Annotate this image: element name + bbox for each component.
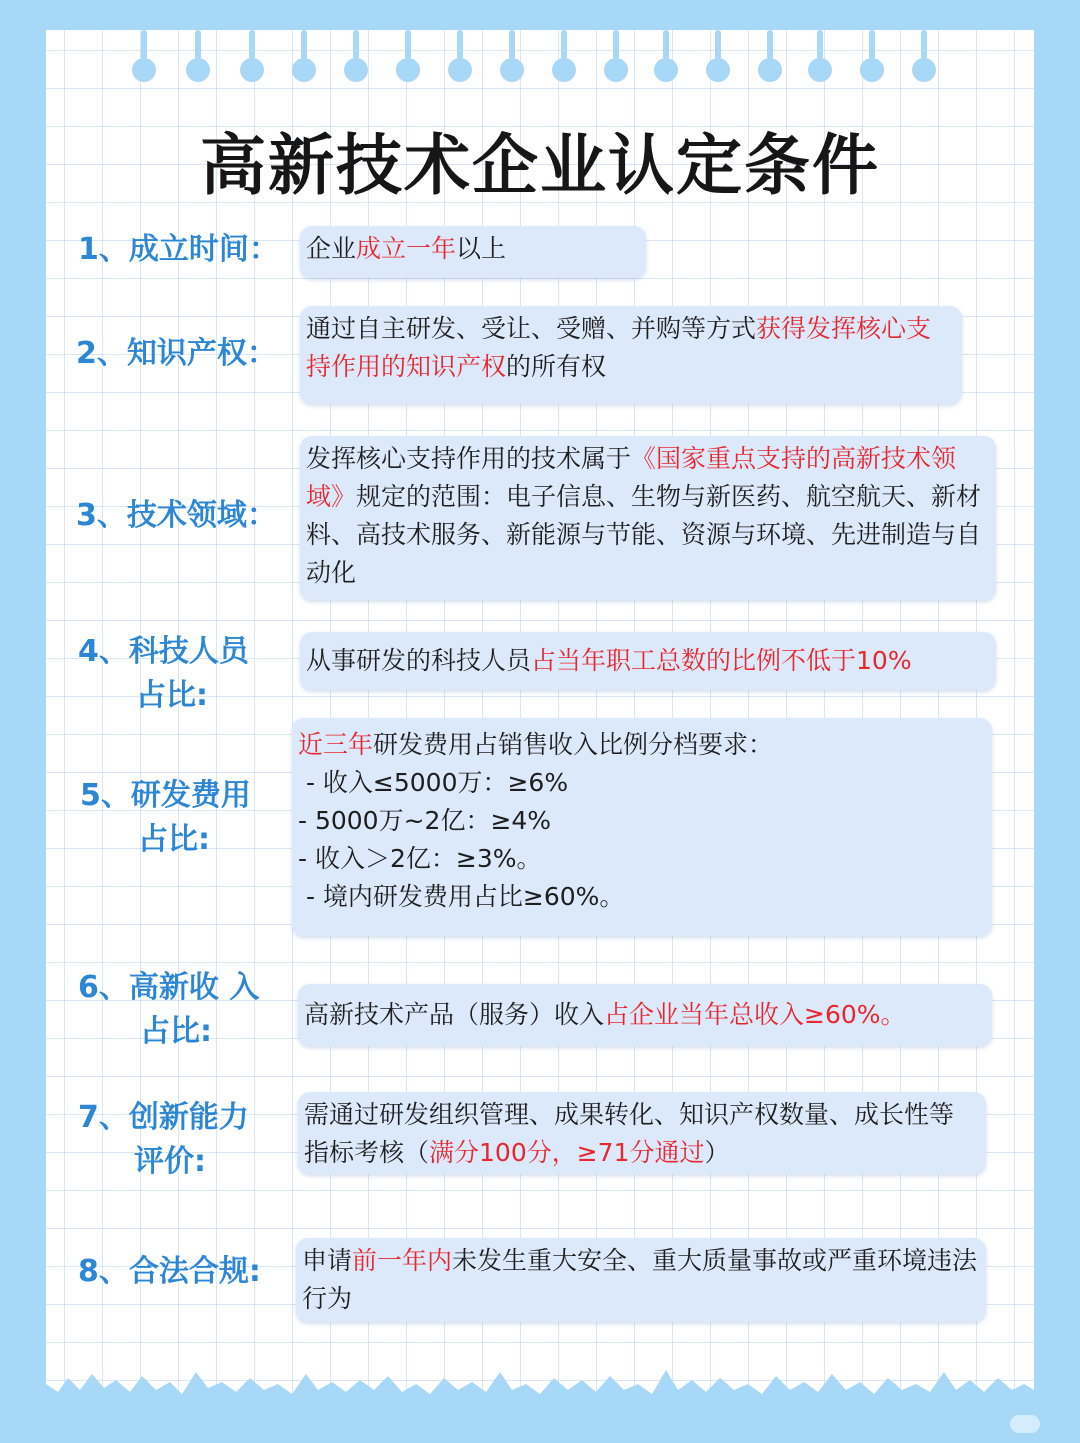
criterion-label-line: 2、知识产权： (76, 336, 277, 371)
plain-text: 申请 (302, 1246, 353, 1275)
binder-rings (46, 30, 1034, 90)
highlight-text: 近三年 (298, 730, 374, 759)
description-text (302, 1242, 978, 1318)
criterion-description (300, 632, 996, 690)
torn-paper-edge (46, 1360, 1034, 1400)
criterion-description (296, 1238, 986, 1322)
binder-ring (344, 30, 368, 82)
description-text (306, 440, 988, 592)
highlight-text: 《国家重点支持的高新技术领域》 (306, 444, 957, 511)
criterion-label-line: 占比: (136, 678, 208, 713)
criterion-label (80, 774, 251, 862)
highlight-text: 成立一年 (356, 234, 457, 263)
binder-ring (292, 30, 316, 82)
highlight-text: 占当年职工总数的比例不低于10% (531, 646, 912, 675)
plain-text: 发挥核心支持作用的技术属于 (306, 444, 632, 473)
criterion-label-line: 6、高新收 入 (78, 970, 260, 1005)
criterion-label (78, 228, 279, 272)
plain-text: ） (704, 1138, 730, 1167)
binder-ring (448, 30, 472, 82)
description-text (304, 996, 906, 1034)
criterion-description (300, 436, 996, 600)
criterion-label (78, 1250, 261, 1294)
tier-requirement: - 收入≤5000万：≥6% (298, 768, 569, 797)
description-text (306, 642, 912, 680)
criterion-label-line: 7、创新能力 (78, 1100, 249, 1135)
plain-text: 从事研发的科技人员 (306, 646, 532, 675)
criterion-label (78, 1096, 249, 1184)
criterion-label-line: 3、技术领域： (76, 498, 277, 533)
criterion-description (300, 226, 646, 278)
binder-ring (240, 30, 264, 82)
criterion-description (292, 718, 992, 936)
watermark-icon (1010, 1415, 1040, 1433)
description-text (306, 310, 954, 386)
plain-text: 研发费用占销售收入比例分档要求： (373, 730, 774, 759)
criterion-label-line: 5、研发费用 (80, 778, 251, 813)
plain-text: 规定的范围：电子信息、生物与新医药、航空航天、新材料、高技术服务、新能源与节能、资源与环境、先进制造与自动化 (306, 482, 982, 587)
plain-text: 未发生重大安全、重大质量事故或严重环境违法行为 (302, 1246, 978, 1313)
criterion-label-line: 1、成立时间： (78, 232, 279, 267)
tier-requirement: - 收入＞2亿：≥3%。 (298, 844, 542, 873)
highlight-text: 前一年内 (352, 1246, 453, 1275)
description-text (304, 1096, 978, 1172)
description-text (306, 230, 638, 268)
binder-ring (706, 30, 730, 82)
binder-ring (552, 30, 576, 82)
criterion-label-line: 占比: (138, 822, 210, 857)
description-text (298, 726, 984, 764)
plain-text: 高新技术产品（服务）收入 (304, 1000, 605, 1029)
binder-ring (860, 30, 884, 82)
plain-text: 的所有权 (506, 352, 607, 381)
criterion-label-line: 4、科技人员 (78, 634, 249, 669)
plain-text: 通过自主研发、受让、受赠、并购等方式 (306, 314, 757, 343)
criterion-label-line: 占比: (140, 1014, 212, 1049)
binder-ring (654, 30, 678, 82)
highlight-text: 满分100分，≥71分通过 (429, 1138, 705, 1167)
highlight-text: 占企业当年总收入≥60%。 (604, 1000, 906, 1029)
binder-ring (500, 30, 524, 82)
tier-requirement: - 境内研发费用占比≥60%。 (298, 882, 625, 911)
criterion-label-line: 评价: (134, 1144, 206, 1179)
plain-text: 企业 (306, 234, 357, 263)
binder-ring (758, 30, 782, 82)
plain-text: 需通过研发组织管理、成果转化、知识产权数量、成长性等指标考核（ (304, 1100, 955, 1167)
criterion-label (78, 966, 259, 1054)
page-title: 高新技术企业认定条件 (200, 127, 880, 204)
binder-ring (396, 30, 420, 82)
tier-requirement: - 5000万~2亿：≥4% (298, 806, 552, 835)
binder-ring (132, 30, 156, 82)
criterion-label (78, 630, 249, 718)
criterion-label (76, 332, 277, 376)
criterion-description (300, 306, 962, 404)
binder-ring (808, 30, 832, 82)
highlight-text: 获得发挥核心支持作用的知识产权 (306, 314, 932, 381)
criterion-description (298, 1092, 986, 1174)
criterion-label (76, 494, 277, 538)
binder-ring (912, 30, 936, 82)
criterion-description (298, 984, 992, 1046)
criterion-label-line: 8、合法合规: (78, 1254, 261, 1289)
binder-ring (186, 30, 210, 82)
plain-text: 以上 (456, 234, 507, 263)
binder-ring (604, 30, 628, 82)
